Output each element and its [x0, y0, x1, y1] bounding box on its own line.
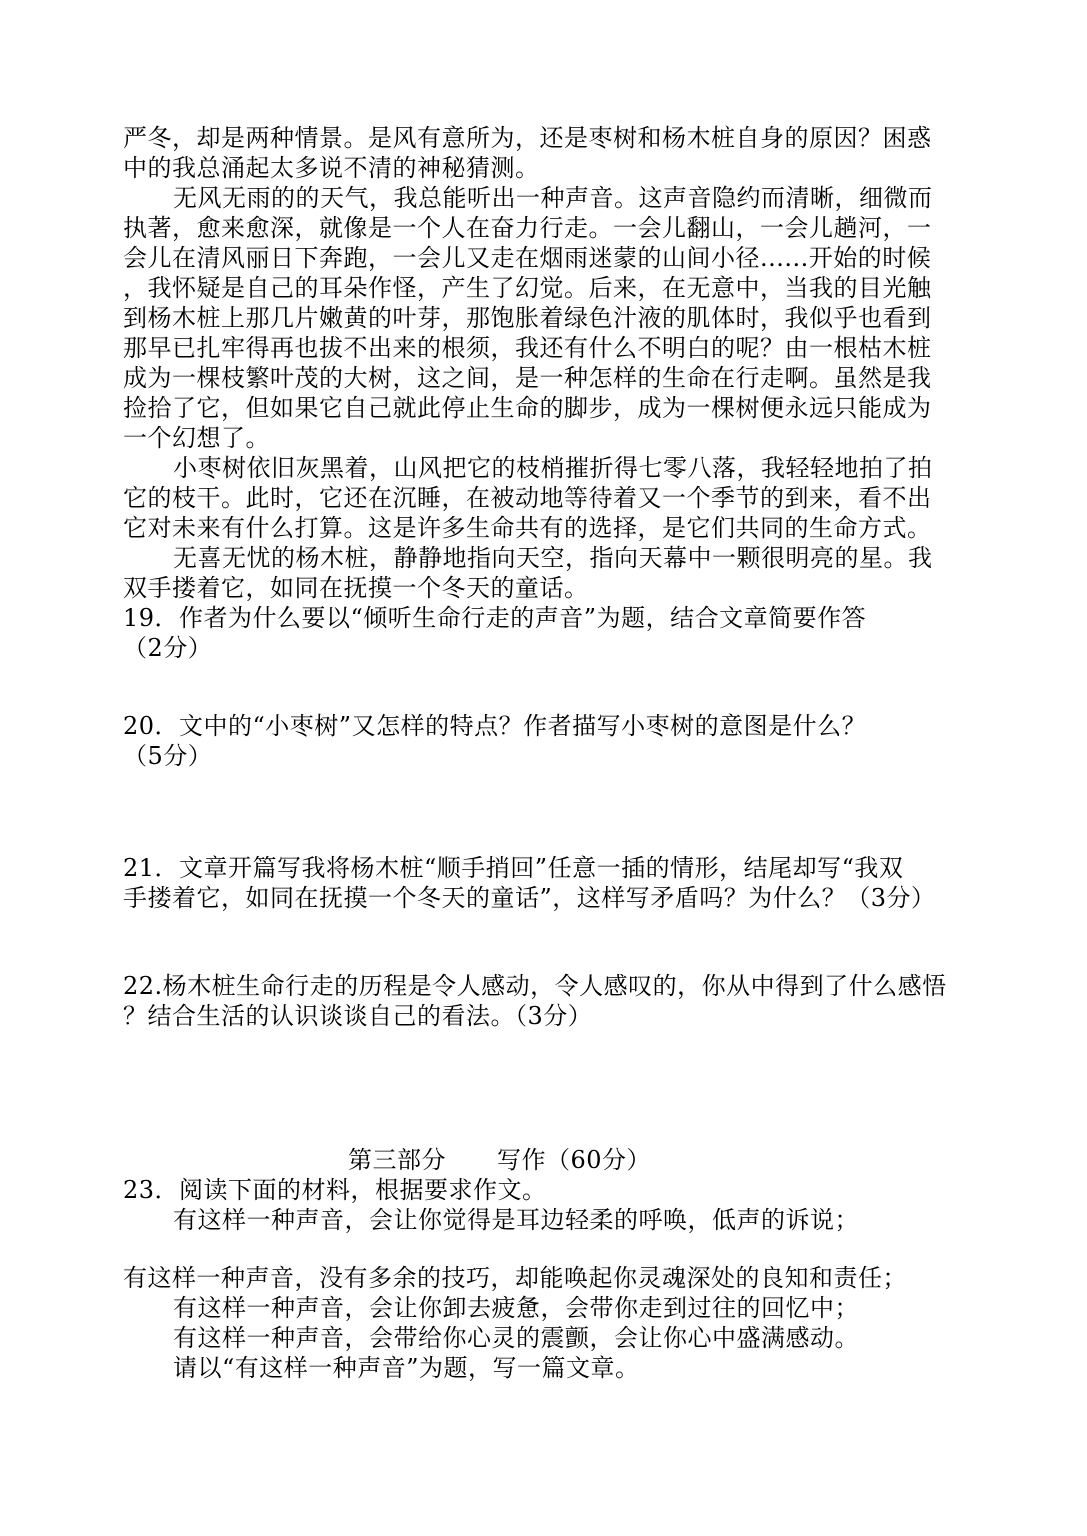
writing-material-line: 有这样一种声音，会带给你心灵的震颤，会让你心中盛满感动。 [173, 1324, 859, 1352]
question-22: ？结合生活的认识谈谈自己的看法。（3分） [123, 1002, 593, 1030]
question-21: 手搂着它，如同在抚摸一个冬天的童话”，这样写矛盾吗？为什么？（3分） [123, 884, 936, 912]
question-23: 23．阅读下面的材料，根据要求作文。 [123, 1176, 547, 1204]
section-score: 写作（60分） [497, 1146, 652, 1174]
writing-material-line: 有这样一种声音，会让你觉得是耳边轻柔的呼唤，低声的诉说； [173, 1206, 859, 1234]
passage-line: 无风无雨的的天气，我总能听出一种声音。这声音隐约而清晰，细微而 [173, 184, 933, 212]
question-20-score: （5分） [123, 742, 213, 770]
passage-line: 无喜无忧的杨木桩，静静地指向天空，指向天幕中一颗很明亮的星。我 [173, 544, 933, 572]
passage-line: 捡拾了它，但如果它自己就此停止生命的脚步，成为一棵树便永远只能成为 [123, 394, 932, 422]
passage-line: 到杨木桩上那几片嫩黄的叶芽，那饱胀着绿色汁液的肌体时，我似乎也看到 [123, 304, 932, 332]
section-title: 第三部分 [348, 1146, 446, 1174]
passage-line: 它的枝干。此时，它还在沉睡，在被动地等待着又一个季节的到来，看不出 [123, 484, 932, 512]
writing-material-line: 有这样一种声音，会让你卸去疲惫，会带你走到过往的回忆中； [173, 1294, 859, 1322]
passage-line: 成为一棵枝繁叶茂的大树，这之间，是一种怎样的生命在行走啊。虽然是我 [123, 364, 932, 392]
passage-line: 中的我总涌起太多说不清的神秘猜测。 [123, 154, 540, 182]
question-21: 21．文章开篇写我将杨木桩“顺手捎回”任意一插的情形，结尾却写“我双 [123, 854, 904, 882]
question-22: 22.杨木桩生命行走的历程是令人感动，令人感叹的，你从中得到了什么感悟 [123, 972, 947, 1000]
passage-line: 双手搂着它，如同在抚摸一个冬天的童话。 [123, 574, 589, 602]
question-20: 20．文中的“小枣树”又怎样的特点？作者描写小枣树的意图是什么？ [123, 712, 867, 740]
writing-prompt: 请以“有这样一种声音”为题，写一篇文章。 [173, 1354, 640, 1382]
passage-line: 执著，愈来愈深，就像是一个人在奋力行走。一会儿翻山，一会儿趟河，一 [123, 214, 932, 242]
passage-line: 一个幻想了。 [123, 424, 270, 452]
writing-material-line: 有这样一种声音，没有多余的技巧，却能唤起你灵魂深处的良知和责任； [123, 1264, 907, 1292]
passage-line: 它对未来有什么打算。这是许多生命共有的选择，是它们共同的生命方式。 [123, 514, 932, 542]
question-19: 19．作者为什么要以“倾听生命行走的声音”为题，结合文章简要作答 [123, 604, 867, 632]
passage-line: 会儿在清风丽日下奔跑，一会儿又走在烟雨迷蒙的山间小径......开始的时候 [123, 244, 932, 272]
passage-line: 小枣树依旧灰黑着，山风把它的枝梢摧折得七零八落，我轻轻地拍了拍 [173, 454, 933, 482]
passage-line: 那早已扎牢得再也拔不出来的根须，我还有什么不明白的呢？由一根枯木桩 [123, 334, 932, 362]
question-19-score: （2分） [123, 634, 213, 662]
passage-line: ，我怀疑是自己的耳朵作怪，产生了幻觉。后来，在无意中，当我的目光触 [123, 274, 932, 302]
passage-line: 严冬，却是两种情景。是风有意所为，还是枣树和杨木桩自身的原因？困惑 [123, 124, 932, 152]
